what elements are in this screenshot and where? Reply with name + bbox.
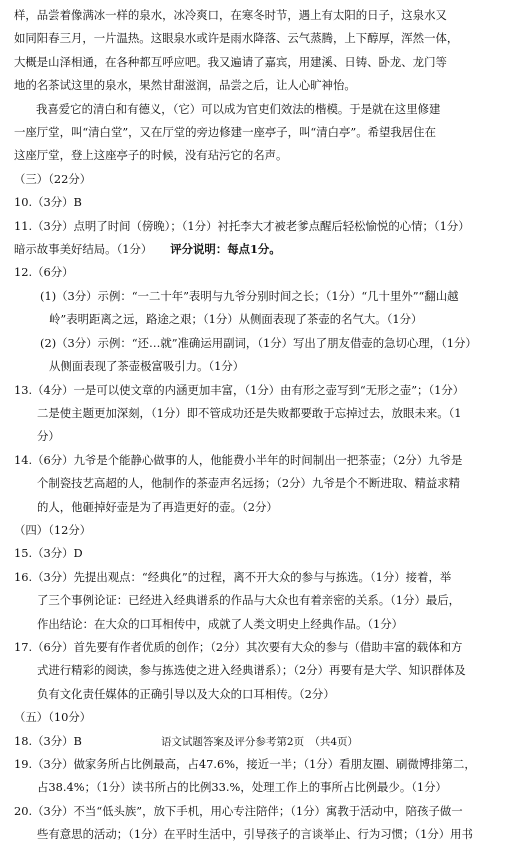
answer-line: 14.（6分）九爷是个能静心做事的人，他能费小半年的时间制出一把茶壶；（2分）九爷是 — [14, 452, 463, 467]
answer-q17 — [14, 636, 505, 706]
answer-text: 暗示故事美好结局。（1分） — [14, 242, 153, 257]
passage-line: 我喜爱它的清白和有德义，（它）可以成为官吏们效法的楷模。于是就在这里修建 — [36, 101, 441, 116]
answer-q10: 10.（3分）B — [14, 195, 82, 210]
passage-translation — [14, 4, 505, 168]
answer-q20 — [14, 800, 505, 847]
answer-line: 占38.4%；（1分）读书所占的比例33.%，处理工作上的事所占比例最少。（1分） — [37, 780, 447, 795]
passage-line: 样，品尝着像满冰一样的泉水，冰冷爽口，在寒冬时节，遇上有太阳的日子，这泉水又 — [14, 8, 447, 22]
answer-line: 了三个事例论证：已经进入经典谱系的作品与大众也有着亲密的关系。（1分）最后， — [37, 593, 461, 608]
answer-line: 13.（4分）一是可以使文章的内涵更加丰富，（1分）由有形之壶写到“无形之壶”；（1分） — [14, 382, 465, 397]
answer-line: 作出结论：在大众的口耳相传中，成就了人类文明史上经典作品。（1分） — [37, 616, 404, 631]
answer-line: 20.（3分）不当“低头族”，放下手机，用心专注陪伴；（1分）寓教于活动中，陪孩子做一 — [14, 803, 463, 818]
passage-line: 如同阳春三月，一片温热。这眼泉水或许是雨水降落、云气蒸腾，上下醇厚，浑然一体， — [14, 31, 459, 46]
answer-line: 12.（6分） — [14, 265, 74, 280]
answer-line: (2)（3分）示例：“还…就”准确运用副词，（1分）写出了朋友借壶的急切心理，（1分） — [40, 335, 477, 350]
answer-q18: 18.（3分）B — [14, 733, 82, 748]
answer-q15: 15.（3分）D — [14, 546, 83, 561]
answer-line: 些有意思的活动；（1分）在平时生活中，引导孩子的言谈举止、行为习惯；（1分）用书 — [37, 827, 473, 842]
answer-line: 二是使主题更加深刻，（1分）即不管成功还是失败都要敢于忘掉过去，放眼未来。（1 — [37, 405, 462, 420]
answer-q14 — [14, 449, 505, 519]
passage-line: 大概是山泽相通，在各种都互呼应吧。我又遍请了嘉宾，用建溪、日铸、卧龙、龙门等 — [14, 54, 447, 69]
section-heading-3: （三）（22分） — [14, 171, 92, 186]
answer-line: 的人，他砸掉好壶是为了再造更好的壶。（2分） — [37, 499, 278, 514]
answer-line: 11.（3分）点明了时间（傍晚）；（1分）衬托李大才被老爹点醒后轻松愉悦的心情；（1分） — [14, 218, 470, 233]
passage-line: 地的名茶试这里的泉水，果然甘甜滋润，品尝之后，让人心旷神怡。 — [14, 78, 356, 93]
answer-line: 个制瓷技艺高超的人，他制作的茶壶声名远扬；（2分）九爷是个不断进取、精益求精 — [37, 476, 461, 491]
answer-line: 分） — [37, 429, 60, 444]
section-heading-4: （四）（12分） — [14, 522, 92, 537]
answer-line: 岭”表明距离之远，路途之艰；（1分）从侧面表现了茶壶的名气大。（1分） — [49, 312, 423, 327]
answer-line: 从侧面表现了茶壶极富吸引力。（1分） — [49, 359, 245, 374]
answer-q12 — [14, 261, 505, 378]
answer-line: 式进行精彩的阅读，参与拣选使之进入经典谱系）；（2分）再要有是大学、知识群体及 — [37, 663, 466, 678]
answer-line: 16.（3分）先提出观点：“经典化”的过程，离不开大众的参与与拣选。（1分）接着，举 — [14, 569, 452, 584]
answer-line: 19.（3分）做家务所占比例最高，占47.6%，接近一半；（1分）看朋友圈、刷微博排第二， — [14, 757, 476, 771]
page-footer: 语文试题答案及评分参考第2页 （共4页） — [160, 735, 359, 748]
answer-line — [14, 238, 505, 261]
answer-line: 负有文化责任媒体的正确引导以及大众的口耳相传。（2分） — [37, 686, 335, 701]
passage-line: 这座厅堂，登上这座亭子的时候，没有玷污它的名声。 — [14, 148, 288, 163]
answer-q11 — [14, 215, 505, 262]
answer-line: (1)（3分）示例：“一二十年”表明与九爷分别时间之长；（1分）“几十里外”“翻山越 — [40, 288, 459, 303]
passage-line: 一座厅堂，叫“清白堂”，又在厅堂的旁边修建一座亭子，叫“清白亭”。希望我居住在 — [14, 125, 436, 140]
answer-line: 17.（6分）首先要有作者优质的创作；（2分）其次要有大众的参与（借助丰富的载体和方 — [14, 639, 463, 654]
answer-q19 — [14, 753, 505, 800]
answer-q13 — [14, 379, 505, 449]
answer-q16 — [14, 566, 505, 636]
scoring-note: 评分说明：每点1分。 — [170, 242, 281, 257]
section-heading-5: （五）（10分） — [14, 710, 92, 725]
